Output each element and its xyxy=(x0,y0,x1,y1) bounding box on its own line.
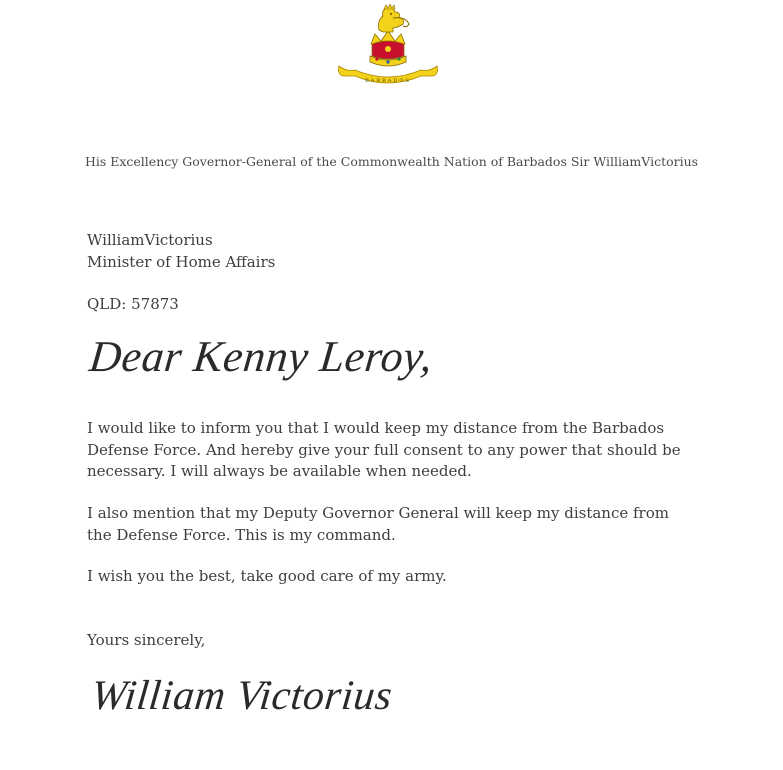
sender-block xyxy=(87,230,275,273)
body-paragraph-2: I also mention that my Deputy Governor General will keep my distance from the Defense Force. This is my command. xyxy=(87,504,669,544)
letterhead-title: His Excellency Governor-General of the Commonwealth Nation of Barbados Sir WilliamVictorius xyxy=(84,154,699,169)
signature: William Victorius xyxy=(89,673,395,719)
closing: Yours sincerely, xyxy=(87,631,206,649)
reference-number: QLD: 57873 xyxy=(87,295,179,313)
salutation: Dear Kenny Leroy, xyxy=(87,332,436,381)
body-paragraph-1: I would like to inform you that I would keep my distance from the Barbados Defense Force. And hereby give your full consent to any power that should be necessary. I will always be available when needed. xyxy=(87,419,681,480)
body-paragraph-3: I wish you the best, take good care of my army. xyxy=(87,567,447,585)
sender-name: WilliamVictorius xyxy=(87,231,213,249)
crest-scroll-text: BARBADOS xyxy=(365,78,411,84)
sender-role: Minister of Home Affairs xyxy=(87,252,276,271)
crest-icon xyxy=(333,4,443,96)
